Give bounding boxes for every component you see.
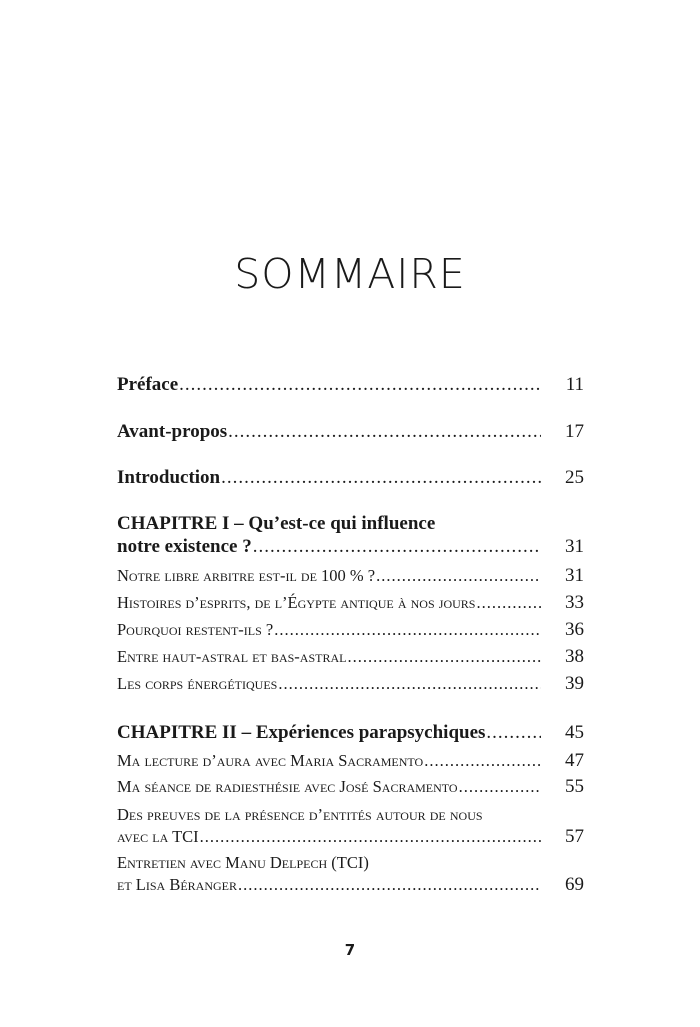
toc-entry-title: Avant-propos — [117, 421, 228, 442]
dot-leader — [200, 827, 541, 847]
toc-entry-chapitre-1 — [117, 513, 584, 558]
dot-leader — [459, 777, 541, 797]
dot-leader — [376, 566, 541, 586]
toc-entry-entretien-delpech — [117, 853, 584, 896]
toc-entry-title: Introduction — [117, 467, 221, 488]
toc-entry-preface — [117, 374, 584, 396]
toc-entry-page: 57 — [565, 826, 584, 847]
toc-entry-title: Pourquoi restent-ils ? — [117, 620, 274, 639]
toc-entry-page: 25 — [565, 467, 584, 488]
toc-entry-page: 69 — [565, 874, 584, 895]
dot-leader — [228, 421, 541, 443]
toc-entry-page: 36 — [565, 619, 584, 640]
toc-entry-title: Notre libre arbitre est-il de 100 % ? — [117, 566, 376, 585]
dot-leader — [179, 374, 541, 396]
toc-entry-avant-propos — [117, 421, 584, 443]
toc-entry-page: 33 — [565, 592, 584, 613]
toc-entry-page: 31 — [565, 536, 584, 557]
toc-entry-title-line1: Des preuves de la présence d’entités autour de nous — [117, 805, 483, 824]
dot-leader — [486, 722, 541, 744]
toc-entry-radiesthesie — [117, 776, 584, 798]
toc-entry-haut-astral — [117, 646, 584, 668]
toc-entry-page: 11 — [565, 374, 584, 395]
toc-entry-title: Histoires d’esprits, de l’Égypte antique à nos jours — [117, 593, 476, 612]
toc-entry-page: 45 — [565, 722, 584, 743]
toc-entry-page: 39 — [565, 673, 584, 694]
toc-entry-corps-energetiques — [117, 673, 584, 695]
toc-entry-title: et Lisa Béranger — [117, 875, 237, 894]
toc-entry-libre-arbitre — [117, 565, 584, 587]
toc-entry-title: Entre haut-astral et bas-astral — [117, 647, 347, 666]
toc-entry-title-line1: CHAPITRE I – Qu’est-ce qui influence — [117, 513, 436, 534]
dot-leader — [424, 751, 541, 771]
toc-entry-title: Ma séance de radiesthésie avec José Sacramento — [117, 777, 458, 796]
toc-entry-introduction — [117, 467, 584, 489]
toc-entry-histoires-esprits — [117, 592, 584, 614]
toc-entry-page: 55 — [565, 776, 584, 797]
toc-entry-preuves-tci — [117, 805, 584, 848]
toc-entry-chapitre-2 — [117, 722, 584, 744]
dot-leader — [278, 674, 541, 694]
toc-entry-title: notre existence ? — [117, 536, 252, 557]
toc-entry-title: avec la TCI — [117, 827, 199, 846]
toc-entry-page: 47 — [565, 750, 584, 771]
page-title: SOMMAIRE — [234, 250, 466, 298]
toc-entry-title: Préface — [117, 374, 179, 395]
toc-entry-page: 17 — [565, 421, 584, 442]
toc-entry-page: 31 — [565, 565, 584, 586]
toc-entry-title: Ma lecture d’aura avec Maria Sacramento — [117, 751, 424, 770]
toc-entry-page: 38 — [565, 646, 584, 667]
dot-leader — [221, 467, 541, 489]
page-number: 7 — [344, 941, 356, 959]
dot-leader — [253, 536, 541, 558]
dot-leader — [476, 593, 541, 613]
toc-entry-pourquoi-restent — [117, 619, 584, 641]
toc-entry-title: Les corps énergétiques — [117, 674, 278, 693]
dot-leader — [347, 647, 541, 667]
dot-leader — [238, 875, 541, 895]
toc-entry-lecture-aura — [117, 750, 584, 772]
toc-entry-title-line1: Entretien avec Manu Delpech (TCI) — [117, 853, 369, 872]
toc-entry-title: CHAPITRE II – Expériences parapsychiques — [117, 722, 486, 743]
dot-leader — [274, 620, 541, 640]
